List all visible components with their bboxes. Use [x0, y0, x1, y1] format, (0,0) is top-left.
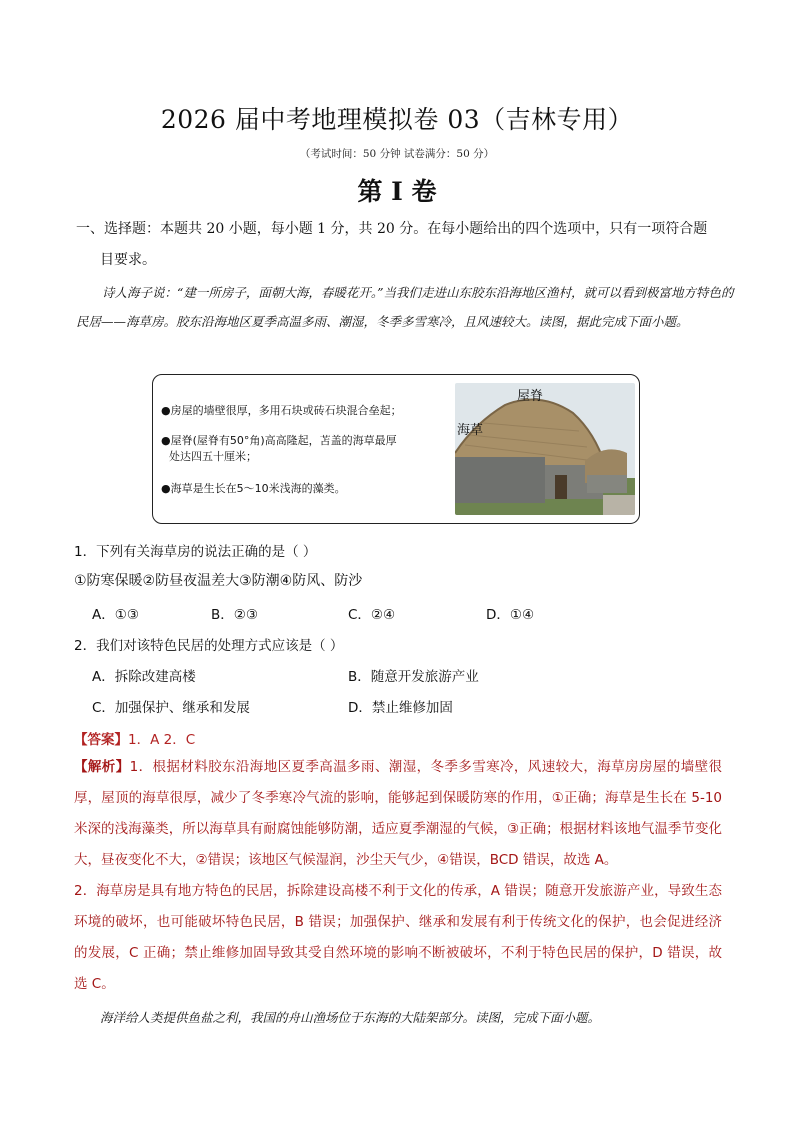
- answer-text: 1．A 2．C: [128, 732, 196, 748]
- label-seaweed: 海草: [457, 423, 484, 438]
- section-line-1: 一、选择题：本题共 20 小题，每小题 1 分，共 20 分。在每小题给出的四个选项中，只有一项符合题: [76, 221, 708, 237]
- q1-option-b[interactable]: B．②③: [211, 607, 258, 623]
- volume-heading: 第 I 卷: [357, 177, 437, 206]
- figure-box: [152, 374, 640, 524]
- question-1-stem: 1．下列有关海草房的说法正确的是（ ）: [74, 544, 317, 560]
- answer-label: 【答案】: [74, 732, 128, 748]
- figure-bullet-2-cont: 处达四五十厘米；: [169, 450, 257, 463]
- analysis-paragraph-2: 2．海草房是具有地方特色的民居，拆除建设高楼不利于文化的传承，A 错误；随意开发旅游产业，导致生态环境的破坏，也可能破坏特色民居，B 错误；加强保护、继承和发展有利于传统文化的保护，也会促进经济的发展，C 正确；禁止维修加固导致其受自然环境的影响不断被破坏，不利于特色民居的保护，D 错误，故选 C。: [74, 883, 722, 992]
- analysis-text-1: 1．根据材料胶东沿海地区夏季高温多雨、潮湿，冬季多雪寒冷，风速较大，海草房房屋的墙壁很厚，屋顶的海草很厚，减少了冬季寒冷气流的影响，能够起到保暖防寒的作用，①正确；海草是生长在 5-10 米深的浅海藻类，所以海草具有耐腐蚀能够防潮，适应夏季潮湿的气候，③正确；根据材料该地气温季节变化大，昼夜变化不大，②错误；该地区气候湿润，沙尘天气少，④错误，BCD 错误，故选 A。: [74, 759, 723, 868]
- answer-line: [74, 728, 195, 748]
- analysis-label: 【解析】: [74, 759, 130, 775]
- intro-paragraph: 诗人海子说：“建一所房子，面朝大海，春暖花开。”当我们走进山东胶东沿海地区渔村，就可以看到极富地方特色的民居——海草房。胶东沿海地区夏季高温多雨、潮湿，冬季多雪寒冷，且风速较大。读图，据此完成下面小题。: [76, 285, 734, 329]
- seaweed-house-photo: [455, 383, 635, 515]
- q1-option-d[interactable]: D．①④: [486, 607, 535, 623]
- q1-option-c[interactable]: C．②④: [348, 607, 396, 623]
- question-1-items: ①防寒保暖②防昼夜温差大③防潮④防风、防沙: [74, 573, 363, 589]
- section-line-2: 目要求。: [100, 252, 156, 268]
- question-2-stem: 2．我们对该特色民居的处理方式应该是（ ）: [74, 638, 344, 654]
- analysis-paragraph-1: [74, 752, 722, 876]
- footer-intro: 海洋给人类提供鱼盐之利，我国的舟山渔场位于东海的大陆架部分。读图，完成下面小题。: [100, 1010, 601, 1025]
- figure-bullet-2: ●屋脊(屋脊有50°角)高高隆起，苫盖的海草最厚: [161, 434, 397, 447]
- figure-bullet-3: ●海草是生长在5～10米浅海的藻类。: [161, 482, 346, 495]
- q2-option-a[interactable]: A．拆除改建高楼: [92, 669, 196, 685]
- exam-title: 2026 届中考地理模拟卷 03（吉林专用）: [160, 105, 634, 134]
- seaweed-house-illustration: [455, 383, 635, 515]
- figure-bullet-1: ●房屋的墙壁很厚，多用石块或砖石块混合垒起；: [161, 404, 402, 417]
- q2-option-c[interactable]: C．加强保护、继承和发展: [92, 700, 250, 716]
- q2-option-b[interactable]: B．随意开发旅游产业: [348, 669, 479, 685]
- exam-subtitle: （考试时间：50 分钟 试卷满分：50 分）: [299, 148, 495, 160]
- q2-option-d[interactable]: D．禁止维修加固: [348, 700, 453, 716]
- section-instructions: [76, 214, 736, 276]
- q1-option-a[interactable]: A．①③: [92, 607, 139, 623]
- label-roof-ridge: 屋脊: [517, 389, 544, 404]
